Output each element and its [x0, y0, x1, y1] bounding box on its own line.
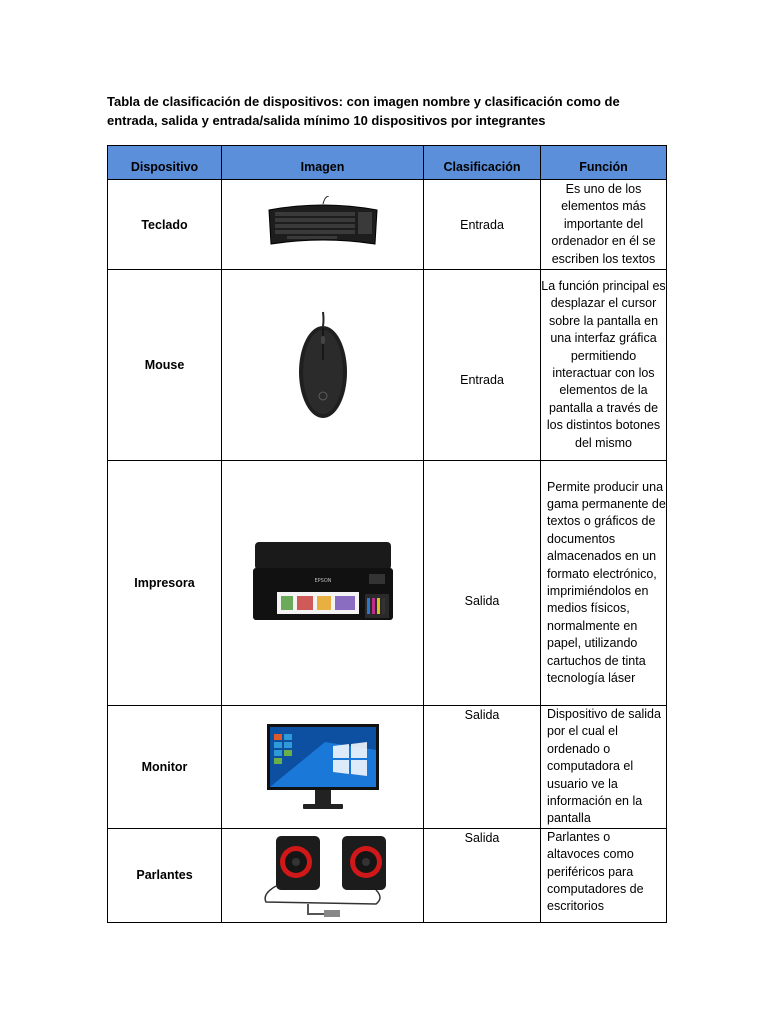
device-classification: Entrada: [424, 270, 541, 461]
table-row: [108, 180, 667, 270]
device-name: Impresora: [108, 461, 222, 706]
table-row: [108, 270, 667, 461]
monitor-icon: [265, 722, 381, 812]
device-name: Mouse: [108, 270, 222, 461]
device-function: La función principal es desplazar el cursor sobre la pantalla en una interfaz gráfica permitiendo interactuar con los elementos de la pantalla a través de los distintos botones del mismo: [541, 270, 667, 461]
table-row: [108, 461, 667, 706]
device-function: Es uno de los elementos más importante del ordenador en él se escriben los textos: [541, 180, 667, 270]
device-image-cell: [222, 270, 424, 461]
device-function: Permite producir una gama permanente de textos o gráficos de documentos almacenados en un formato electrónico, imprimiéndolos en medios físicos, normalmente en papel, utilizando cartuchos de tinta tecnología láser: [541, 461, 667, 706]
column-header-image: Imagen: [222, 146, 424, 180]
device-classification: Salida: [424, 706, 541, 829]
page-heading: Tabla de clasificación de dispositivos: con imagen nombre y clasificación como de entrada, salida y entrada/salida mínimo 10 dispositivos por integrantes: [107, 94, 620, 128]
table-row: [108, 828, 667, 922]
keyboard-icon: [265, 196, 381, 254]
column-header-classification: Clasificación: [424, 146, 541, 180]
device-image-cell: [222, 706, 424, 829]
device-image-cell: [222, 180, 424, 270]
device-name: Parlantes: [108, 828, 222, 922]
device-classification: Salida: [424, 461, 541, 706]
device-image-cell: [222, 461, 424, 706]
speakers-icon: [258, 832, 388, 918]
device-classification-table: [107, 145, 667, 923]
device-function: Dispositivo de salida por el cual el ordenado o computadora el usuario ve la información en la pantalla: [541, 706, 667, 829]
device-function: Parlantes o altavoces como periféricos para computadores de escritorios: [541, 828, 667, 922]
device-classification: Entrada: [424, 180, 541, 270]
table-row: [108, 706, 667, 829]
device-image-cell: [222, 828, 424, 922]
device-name: Teclado: [108, 180, 222, 270]
device-classification: Salida: [424, 828, 541, 922]
device-name: Monitor: [108, 706, 222, 829]
mouse-icon: [293, 310, 353, 420]
table-header-row: [108, 146, 667, 180]
column-header-function: Función: [541, 146, 667, 180]
printer-icon: [251, 538, 395, 628]
column-header-device: Dispositivo: [108, 146, 222, 180]
printer-brand-label: EPSON: [313, 578, 332, 584]
